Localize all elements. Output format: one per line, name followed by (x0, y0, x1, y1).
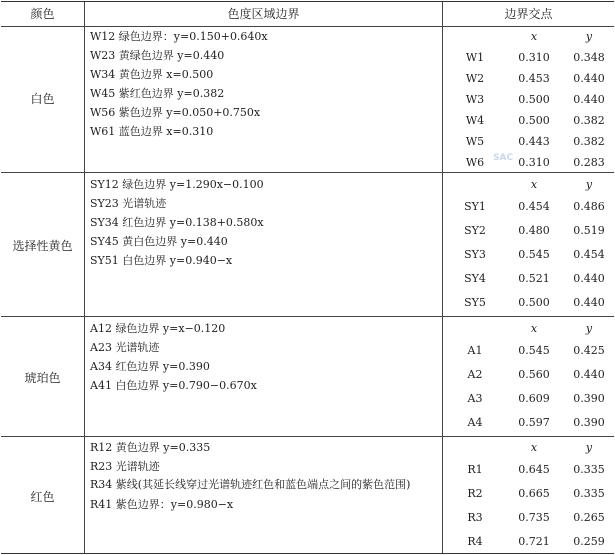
point-x: 0.454 (518, 200, 550, 213)
point-x: 0.597 (518, 416, 550, 429)
point-x: 0.480 (518, 224, 550, 237)
x-label: x (530, 30, 538, 43)
point-row (446, 458, 614, 482)
point-x: 0.521 (518, 272, 550, 285)
point-y: 0.519 (573, 224, 605, 237)
point-x: 0.500 (518, 296, 550, 309)
point-name: A3 (467, 392, 483, 405)
point-row (446, 219, 614, 243)
point-row (446, 243, 614, 267)
point-x: 0.545 (518, 248, 550, 261)
point-row (446, 530, 614, 554)
bound-line: A12 绿色边界 y=x−0.120 (90, 322, 226, 335)
section-amber (1, 317, 614, 437)
point-y: 0.335 (573, 487, 605, 500)
point-name: R1 (467, 463, 483, 476)
y-label: y (585, 441, 593, 454)
bound-line: SY34 红色边界 y=0.138+0.580x (90, 216, 264, 229)
point-row (446, 195, 614, 219)
point-x: 0.560 (518, 368, 550, 381)
point-y: 0.440 (573, 93, 605, 106)
point-y: 0.265 (573, 511, 605, 524)
bound-line: R34 紫线(其延长线穿过光谱轨迹红色和蓝色端点之间的紫色范围) (90, 478, 411, 491)
point-y: 0.335 (573, 463, 605, 476)
point-name: SY3 (464, 248, 486, 261)
bound-line: W23 黄绿色边界 y=0.440 (90, 49, 225, 62)
point-row (446, 482, 614, 506)
point-y: 0.440 (573, 72, 605, 85)
point-x: 0.443 (518, 135, 550, 148)
bounds-list (90, 438, 440, 514)
bound-line: R12 黄色边界 y=0.335 (90, 441, 211, 454)
bound-line: SY45 黄白色边界 y=0.440 (90, 235, 228, 248)
bound-line: W34 黄色边界 x=0.500 (90, 68, 214, 81)
points-header-row (446, 175, 614, 195)
bound-line: W12 绿色边界：y=0.150+0.640x (90, 30, 268, 43)
point-name: A4 (467, 416, 483, 429)
point-row (446, 47, 614, 68)
point-y: 0.440 (573, 368, 605, 381)
point-x: 0.735 (518, 511, 550, 524)
color-name: 选择性黄色 (12, 239, 73, 253)
bound-line: A34 红色边界 y=0.390 (90, 360, 210, 373)
point-name: SY2 (464, 224, 486, 237)
point-name: SY1 (464, 200, 486, 213)
point-row (446, 506, 614, 530)
bound-line: A41 白色边界 y=0.790−0.670x (90, 379, 257, 392)
bound-line: W45 紫红色边界 y=0.382 (90, 87, 225, 100)
point-row (446, 131, 614, 152)
point-y: 0.390 (573, 416, 605, 429)
y-label: y (585, 322, 593, 335)
point-x: 0.310 (518, 156, 550, 169)
point-x: 0.500 (518, 114, 550, 127)
point-row (446, 363, 614, 387)
point-row (446, 68, 614, 89)
points-list (446, 26, 614, 173)
points-header-row (446, 319, 614, 339)
point-y: 0.440 (573, 272, 605, 285)
point-row (446, 267, 614, 291)
points-list (446, 175, 614, 315)
point-x: 0.453 (518, 72, 550, 85)
section-red (1, 437, 614, 553)
bound-line: SY23 光谱轨迹 (90, 197, 167, 210)
point-name: W2 (465, 72, 485, 85)
point-name: SY5 (464, 296, 486, 309)
points-list (446, 319, 614, 435)
section-white (1, 26, 614, 173)
x-label: x (530, 322, 538, 335)
point-name: R3 (467, 511, 483, 524)
point-x: 0.645 (518, 463, 550, 476)
point-y: 0.425 (573, 344, 605, 357)
points-header-row (446, 438, 614, 458)
point-name: SY4 (464, 272, 486, 285)
point-row (446, 411, 614, 435)
bound-line: W56 紫色边界 y=0.050+0.750x (90, 106, 261, 119)
points-list (446, 438, 614, 554)
bounds-list (90, 27, 440, 141)
point-x: 0.609 (518, 392, 550, 405)
point-name: W4 (465, 114, 485, 127)
point-y: 0.348 (573, 51, 605, 64)
point-row (446, 339, 614, 363)
bound-line: R23 光谱轨迹 (90, 460, 160, 473)
watermark: SAC (493, 153, 514, 163)
bounds-list (90, 175, 440, 270)
point-y: 0.382 (573, 114, 605, 127)
bound-line: A23 光谱轨迹 (90, 341, 160, 354)
point-name: R4 (467, 535, 483, 548)
point-x: 0.545 (518, 344, 550, 357)
color-name: 琥珀色 (24, 371, 61, 385)
point-row (446, 89, 614, 110)
point-y: 0.390 (573, 392, 605, 405)
color-name: 红色 (30, 490, 55, 504)
header-bounds: 色度区域边界 (227, 7, 300, 21)
point-y: 0.440 (573, 296, 605, 309)
header-points: 边界交点 (504, 7, 553, 21)
y-label: y (585, 30, 593, 43)
point-x: 0.665 (518, 487, 550, 500)
point-y: 0.259 (573, 535, 605, 548)
point-y: 0.283 (573, 156, 605, 169)
point-name: A1 (467, 344, 483, 357)
point-x: 0.500 (518, 93, 550, 106)
point-x: 0.310 (518, 51, 550, 64)
point-name: W1 (465, 51, 485, 64)
bound-line: W61 蓝色边界 x=0.310 (90, 125, 214, 138)
point-name: W3 (465, 93, 485, 106)
chromaticity-table (1, 1, 614, 554)
point-name: R2 (467, 487, 483, 500)
point-y: 0.454 (573, 248, 605, 261)
point-name: A2 (467, 368, 483, 381)
x-label: x (530, 441, 538, 454)
points-header-row (446, 26, 614, 47)
point-row (446, 152, 614, 173)
table-header (1, 2, 614, 27)
point-name: W5 (465, 135, 485, 148)
bound-line: SY51 白色边界 y=0.940−x (90, 254, 233, 267)
point-x: 0.721 (518, 535, 550, 548)
section-selective-yellow (1, 173, 614, 317)
x-label: x (530, 178, 538, 191)
header-color: 颜色 (30, 7, 55, 21)
point-name: W6 (465, 156, 485, 169)
bound-line: R41 紫色边界：y=0.980−x (90, 498, 234, 511)
color-name: 白色 (30, 92, 55, 106)
point-row (446, 387, 614, 411)
point-row (446, 110, 614, 131)
point-y: 0.486 (573, 200, 605, 213)
point-row (446, 291, 614, 315)
y-label: y (585, 178, 593, 191)
point-y: 0.382 (573, 135, 605, 148)
bounds-list (90, 319, 440, 395)
bound-line: SY12 绿色边界 y=1.290x−0.100 (90, 178, 264, 191)
